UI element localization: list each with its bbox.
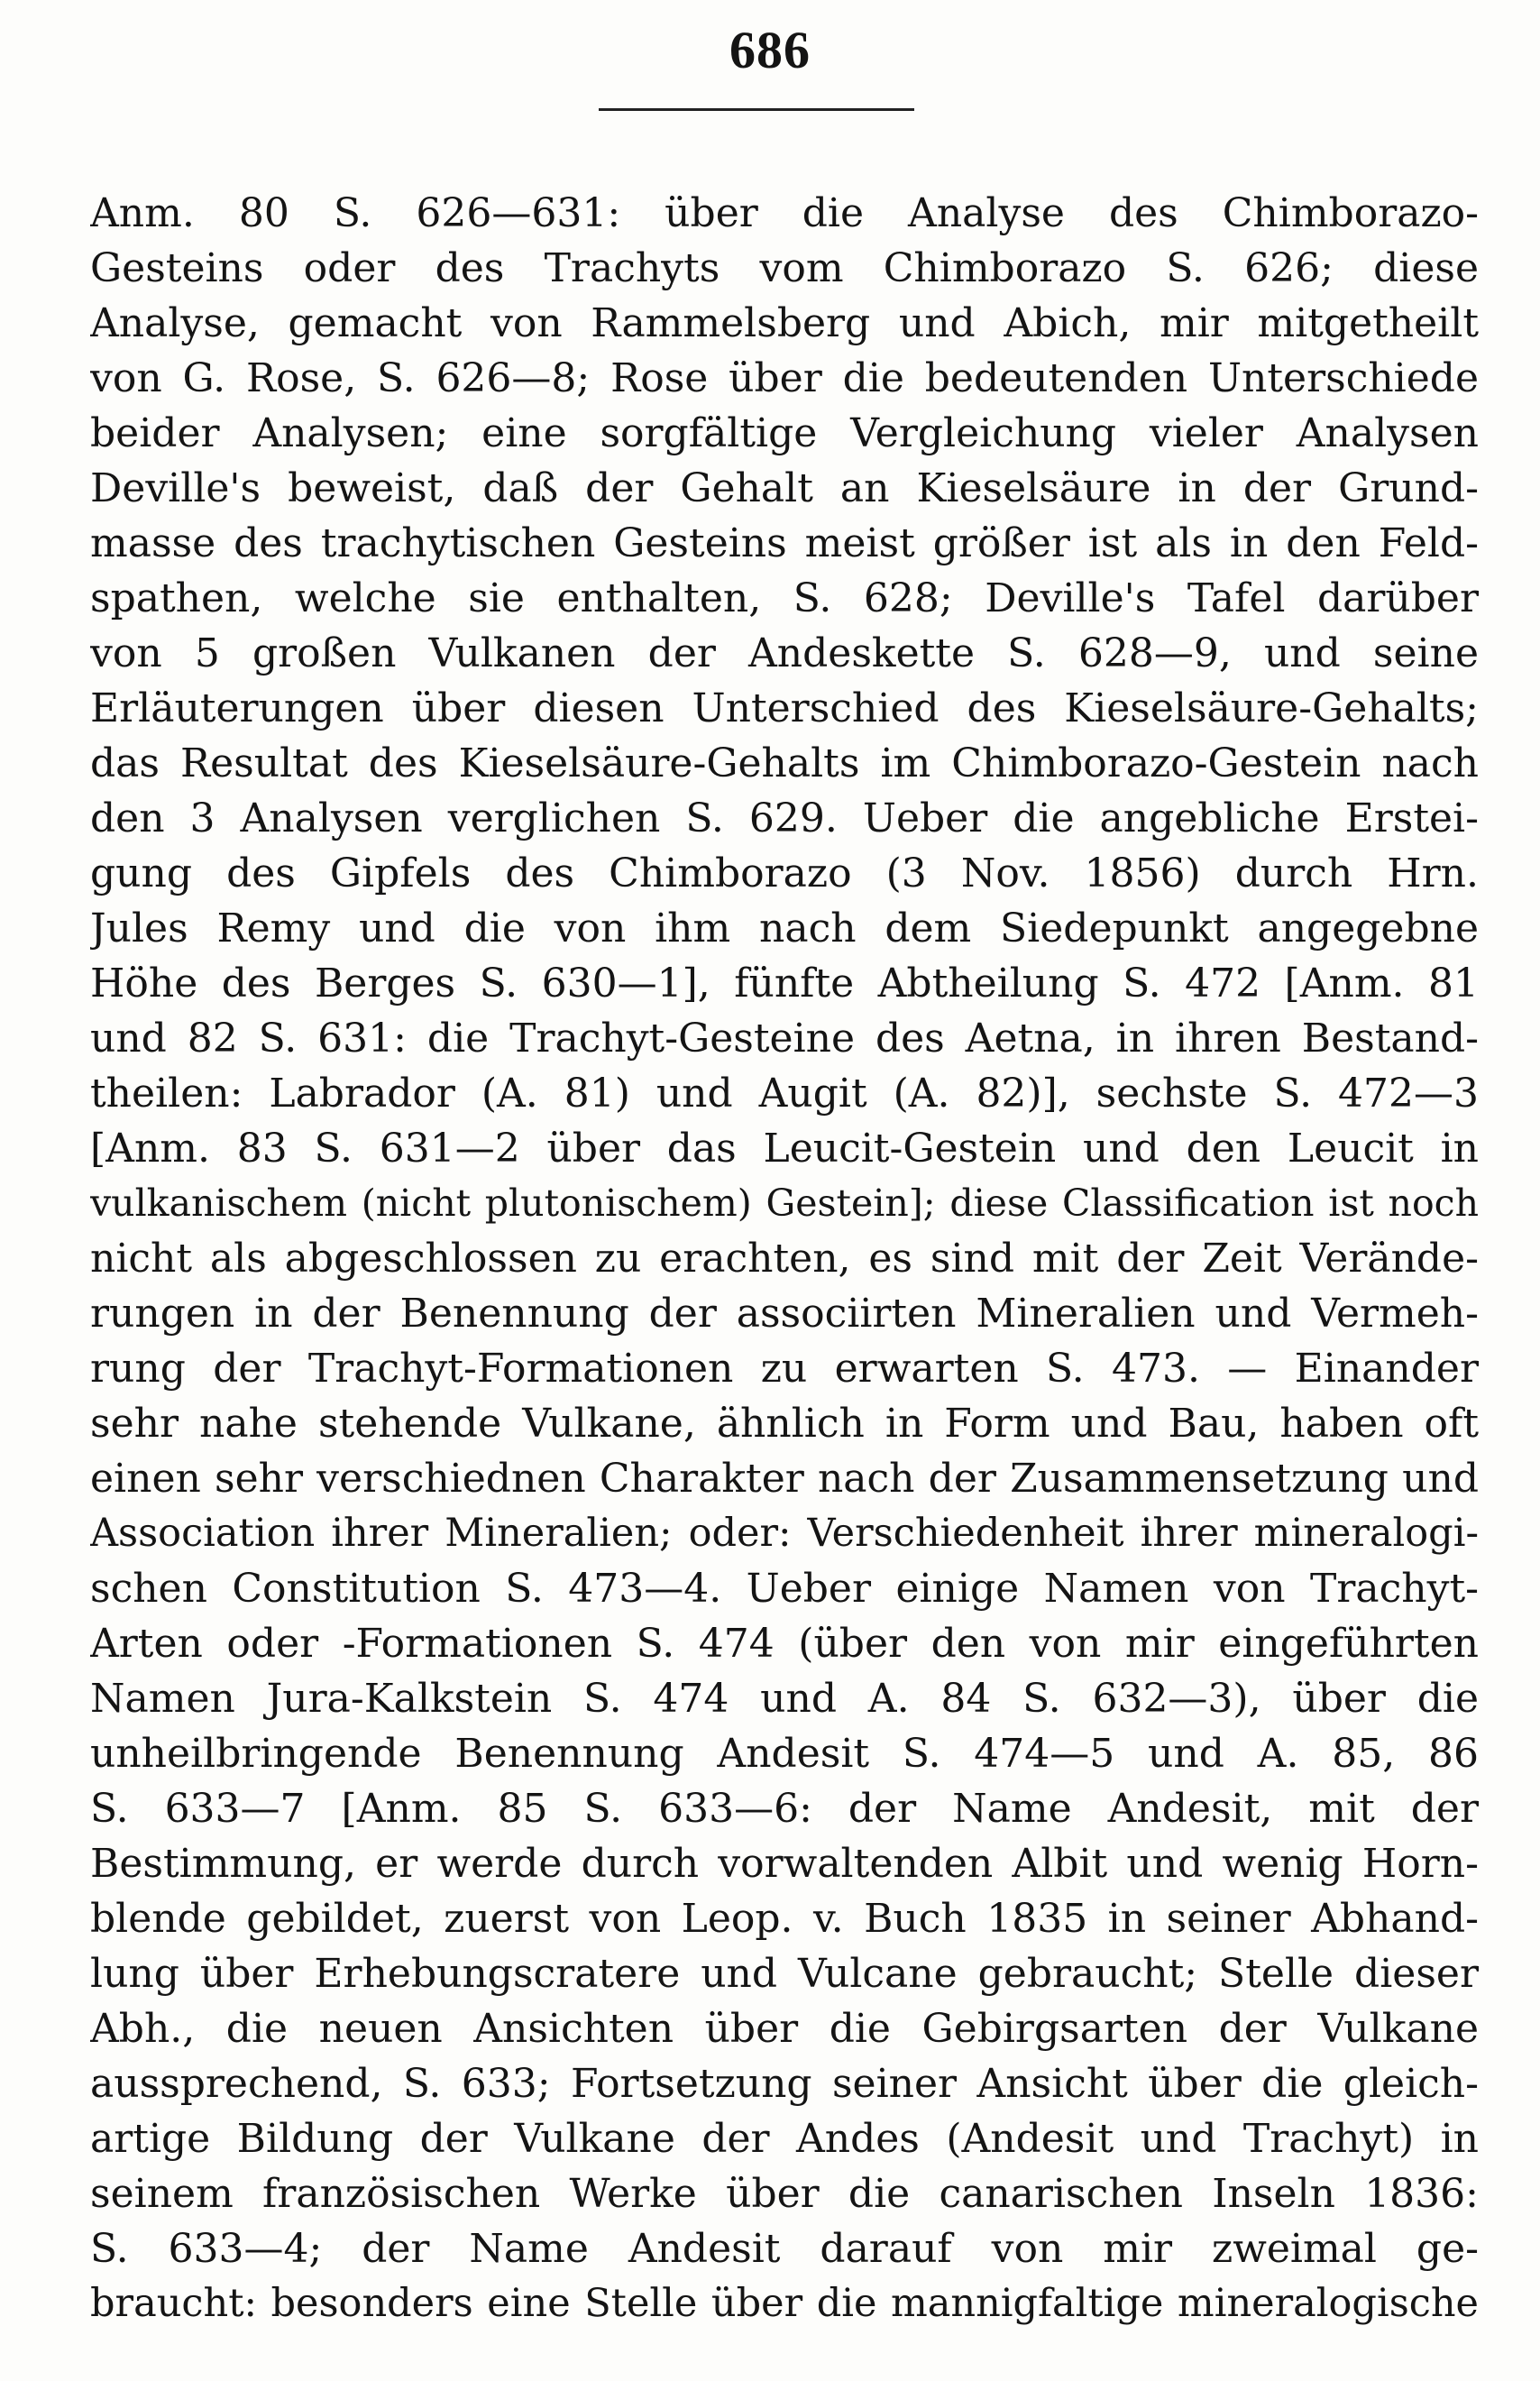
text-line: Gesteins oder des Trachyts vom Chimborazo S. 626; diese — [90, 245, 1479, 291]
text-line: Abh., die neuen Ansichten über die Gebirgsarten der Vulkane — [90, 2006, 1479, 2052]
text-line: artige Bildung der Vulkane der Andes (Andesit und Trachyt) in — [90, 2116, 1479, 2162]
text-line: beider Analysen; eine sorgfältige Vergleichung vieler Analysen — [90, 410, 1479, 456]
text-line: Höhe des Berges S. 630—1], fünfte Abtheilung S. 472 [Anm. 81 — [90, 961, 1479, 1007]
text-line: rung der Trachyt-Formationen zu erwarten S. 473. — Einander — [90, 1346, 1479, 1392]
text-line: nicht als abgeschlossen zu erachten, es sind mit der Zeit Verände- — [90, 1236, 1479, 1282]
text-line: Jules Remy und die von ihm nach dem Siedepunkt angegebne — [90, 906, 1479, 951]
text-line: und 82 S. 631: die Trachyt-Gesteine des Aetna, in ihren Bestand- — [90, 1016, 1479, 1062]
text-line: spathen, welche sie enthalten, S. 628; Deville's Tafel darüber — [90, 575, 1479, 621]
text-line: [Anm. 83 S. 631—2 über das Leucit-Gestein und den Leucit in — [90, 1126, 1479, 1172]
text-line: braucht: besonders eine Stelle über die mannigfaltige mineralogische — [90, 2281, 1479, 2326]
text-line: von G. Rose, S. 626—8; Rose über die bedeutenden Unterschiede — [90, 355, 1479, 401]
text-line: masse des trachytischen Gesteins meist größer ist als in den Feld- — [90, 520, 1479, 566]
text-line: das Resultat des Kieselsäure-Gehalts im Chimborazo-Gestein nach — [90, 740, 1479, 786]
text-line: blende gebildet, zuerst von Leop. v. Buch 1835 in seiner Abhand- — [90, 1896, 1479, 1942]
text-line: Analyse, gemacht von Rammelsberg und Abich, mir mitgetheilt — [90, 300, 1479, 346]
text-line: den 3 Analysen verglichen S. 629. Ueber die angebliche Erstei- — [90, 795, 1479, 841]
text-line: Association ihrer Mineralien; oder: Verschiedenheit ihrer mineralogi- — [90, 1511, 1479, 1556]
header-rule — [599, 108, 914, 111]
text-line: Namen Jura-Kalkstein S. 474 und A. 84 S. 632—3), über die — [90, 1676, 1479, 1722]
text-line: S. 633—4; der Name Andesit darauf von mir zweimal ge- — [90, 2226, 1479, 2272]
text-line: Anm. 80 S. 626—631: über die Analyse des Chimborazo- — [90, 190, 1479, 236]
text-line: seinem französischen Werke über die canarischen Inseln 1836: — [90, 2171, 1479, 2217]
text-line: theilen: Labrador (A. 81) und Augit (A. 82)], sechste S. 472—3 — [90, 1071, 1479, 1117]
text-line: von 5 großen Vulkanen der Andeskette S. 628—9, und seine — [90, 630, 1479, 676]
text-line: Erläuterungen über diesen Unterschied des Kieselsäure-Gehalts; — [90, 685, 1479, 731]
page-number: 686 — [729, 21, 811, 79]
text-line: Arten oder -Formationen S. 474 (über den von mir eingeführten — [90, 1621, 1479, 1667]
text-line: unheilbringende Benennung Andesit S. 474—5 und A. 85, 86 — [90, 1731, 1479, 1777]
text-line: gung des Gipfels des Chimborazo (3 Nov. 1856) durch Hrn. — [90, 850, 1479, 896]
text-line: S. 633—7 [Anm. 85 S. 633—6: der Name Andesit, mit der — [90, 1786, 1479, 1832]
text-line: sehr nahe stehende Vulkane, ähnlich in Form und Bau, haben oft — [90, 1401, 1479, 1447]
text-line: aussprechend, S. 633; Fortsetzung seiner Ansicht über die gleich- — [90, 2061, 1479, 2107]
text-line: Bestimmung, er werde durch vorwaltenden Albit und wenig Horn- — [90, 1841, 1479, 1887]
text-line: rungen in der Benennung der associirten Mineralien und Vermeh- — [90, 1291, 1479, 1337]
text-line: Deville's beweist, daß der Gehalt an Kieselsäure in der Grund- — [90, 465, 1479, 511]
text-line: vulkanischem (nicht plutonischem) Gestein]; diese Classification ist noch — [90, 1181, 1479, 1225]
text-line: einen sehr verschiednen Charakter nach der Zusammensetzung und — [90, 1456, 1479, 1502]
body-text — [90, 186, 1479, 2331]
text-line: schen Constitution S. 473—4. Ueber einige Namen von Trachyt- — [90, 1566, 1479, 1612]
text-line: lung über Erhebungscratere und Vulcane gebraucht; Stelle dieser — [90, 1951, 1479, 1997]
